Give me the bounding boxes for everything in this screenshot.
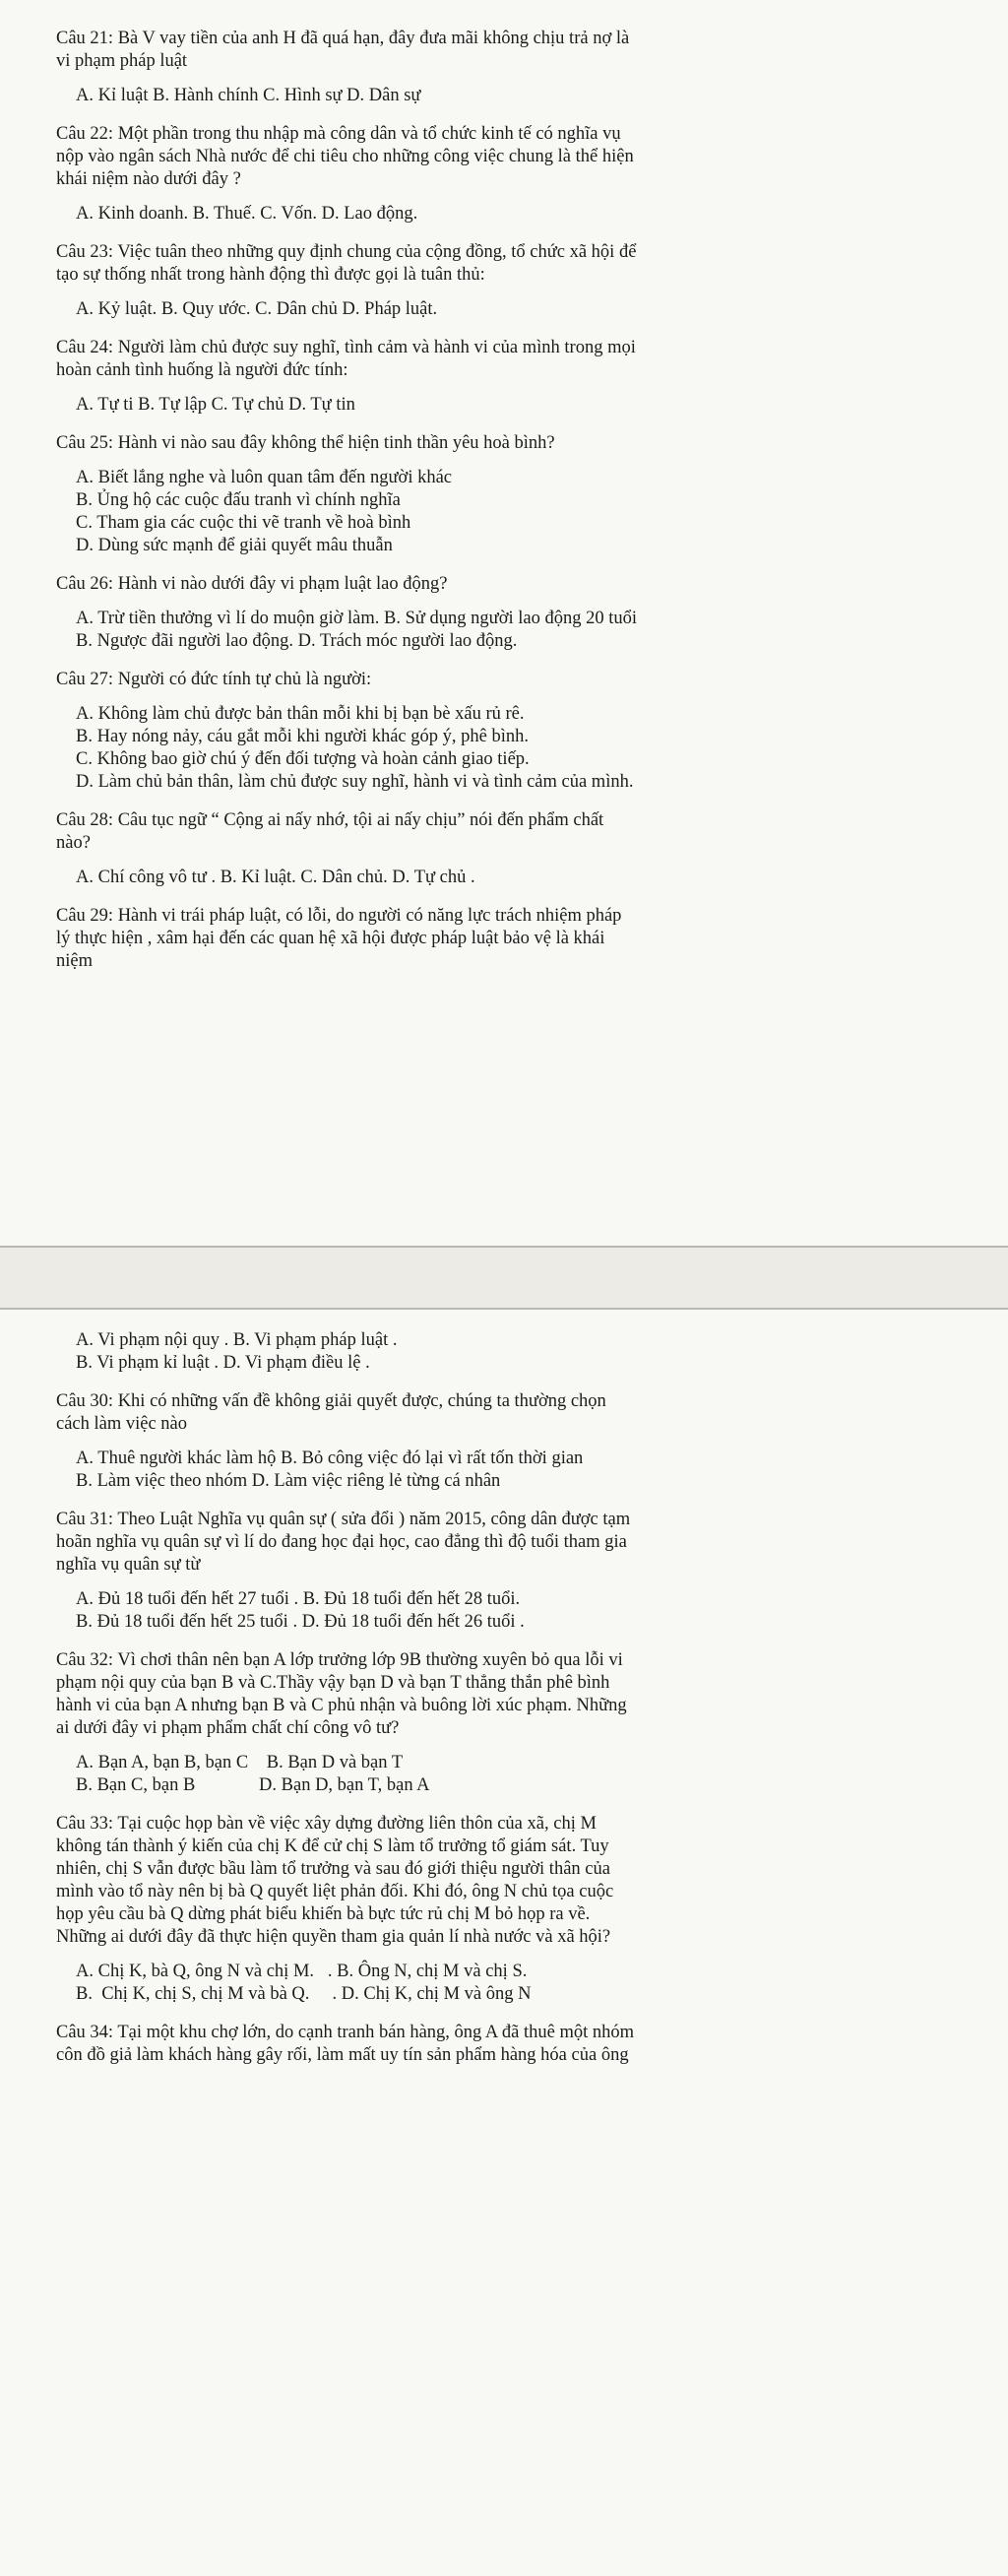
question-line: Câu 29: Hành vi trái pháp luật, có lỗi, do người có năng lực trách nhiệm pháp [56,906,622,926]
question-block [54,1390,984,1493]
question-line: hoãn nghĩa vụ quân sự vì lí do đang học đại học, cao đẳng thì độ tuổi tham gia [56,1532,627,1552]
page-separator [0,1246,1008,1310]
question-text [54,2022,984,2067]
option-line: B. Chị K, chị S, chị M và bà Q. . D. Chị K, chị M và ông N [76,1984,532,2004]
option-line: D. Làm chủ bản thân, làm chủ được suy nghĩ, hành vi và tình cảm của mình. [76,772,634,792]
question-text [54,809,984,855]
option-line: B. Bạn C, bạn B D. Bạn D, bạn T, bạn A [76,1775,430,1795]
question-line: Câu 25: Hành vi nào sau đây không thể hiện tinh thần yêu hoà bình? [56,433,555,453]
question-line: lý thực hiện , xâm hại đến các quan hệ xã hội được pháp luật bảo vệ là khái [56,929,605,948]
question-text [54,573,984,596]
option-line: A. Bạn A, bạn B, bạn C B. Bạn D và bạn T [76,1753,404,1772]
question-line: Câu 34: Tại một khu chợ lớn, do cạnh tranh bán hàng, ông A đã thuê một nhóm [56,2023,634,2042]
question-line: phạm nội quy của bạn B và C.Thầy vậy bạn D và bạn T thẳng thắn phê bình [56,1673,610,1693]
question-block [54,1509,984,1634]
question-block [54,28,984,107]
document-page-1 [0,0,1008,1246]
option-line: A. Tự ti B. Tự lập C. Tự chủ D. Tự tin [76,395,355,415]
option-line: C. Không bao giờ chú ý đến đối tượng và hoàn cảnh giao tiếp. [76,749,530,769]
option-line: B. Làm việc theo nhóm D. Làm việc riêng lẻ từng cá nhân [76,1471,501,1491]
question-line: niệm [56,951,93,971]
question-text [54,1390,984,1436]
question-line: nghĩa vụ quân sự từ [56,1555,201,1575]
question-line: Câu 21: Bà V vay tiền của anh H đã quá hạn, đây đưa mãi không chịu trả nợ là [56,29,630,48]
question-line: hoàn cảnh tình huống là người đức tính: [56,360,348,380]
question-text [54,669,984,691]
question-line: nhiên, chị S vẫn được bầu làm tổ trưởng và sau đó giới thiệu người thân của [56,1859,610,1879]
question-text [54,1649,984,1740]
question-line: mình vào tổ này nên bị bà Q quyết liệt phản đối. Khi đó, ông N chủ tọa cuộc [56,1882,614,1901]
option-line: A. Chí công vô tư . B. Kỉ luật. C. Dân chủ. D. Tự chủ . [76,868,475,887]
question-block [54,123,984,225]
lead-options [54,1329,984,1375]
option-line: A. Vi phạm nội quy . B. Vi phạm pháp luật . [76,1330,398,1350]
option-line: B. Vi phạm kỉ luật . D. Vi phạm điều lệ . [76,1353,370,1373]
option-line: A. Thuê người khác làm hộ B. Bỏ công việc đó lại vì rất tốn thời gian [76,1449,584,1468]
question-text [54,241,984,287]
question-block [54,241,984,321]
option-line: A. Kinh doanh. B. Thuế. C. Vốn. D. Lao động. [76,204,418,224]
question-block [54,1813,984,2006]
option-line: C. Tham gia các cuộc thi vẽ tranh về hoà bình [76,513,411,533]
option-line: B. Hay nóng nảy, cáu gắt mỗi khi người khác góp ý, phê bình. [76,727,529,746]
option-line: D. Dùng sức mạnh để giải quyết mâu thuẫn [76,536,393,555]
document-page-2 [0,1310,1008,2576]
question-line: Câu 22: Một phần trong thu nhập mà công dân và tổ chức kinh tế có nghĩa vụ [56,124,621,144]
question-line: nào? [56,833,91,853]
option-line: A. Biết lắng nghe và luôn quan tâm đến người khác [76,468,453,487]
question-block [54,1649,984,1797]
question-text [54,905,984,973]
question-line: Câu 28: Câu tục ngữ “ Cộng ai nấy nhớ, tội ai nấy chịu” nói đến phẩm chất [56,810,604,830]
option-line: B. Đủ 18 tuổi đến hết 25 tuổi . D. Đủ 18 tuổi đến hết 26 tuổi . [76,1612,525,1632]
option-line: A. Chị K, bà Q, ông N và chị M. . B. Ông N, chị M và chị S. [76,1962,528,1981]
question-text [54,28,984,73]
question-line: Câu 24: Người làm chủ được suy nghĩ, tình cảm và hành vi của mình trong mọi [56,338,636,357]
question-line: Câu 27: Người có đức tính tự chủ là người: [56,670,372,689]
question-line: không tán thành ý kiến của chị K để cử chị S làm tổ trưởng tổ giám sát. Tuy [56,1836,609,1856]
option-line: B. Ngược đãi người lao động. D. Trách móc người lao động. [76,631,518,651]
page-separator-top-line [0,1246,1008,1248]
question-block [54,2022,984,2067]
option-line: A. Trừ tiền thưởng vì lí do muộn giờ làm. B. Sử dụng người lao động 20 tuổi [76,609,638,628]
question-text [54,337,984,382]
question-line: Câu 23: Việc tuân theo những quy định chung của cộng đồng, tổ chức xã hội để [56,242,637,262]
option-line: A. Đủ 18 tuổi đến hết 27 tuổi . B. Đủ 18 tuổi đến hết 28 tuổi. [76,1589,521,1609]
question-line: Câu 26: Hành vi nào dưới đây vi phạm luật lao động? [56,574,448,594]
question-block [54,669,984,794]
question-text [54,123,984,191]
page-2-content [54,1329,984,2083]
option-line: B. Ủng hộ các cuộc đấu tranh vì chính nghĩa [76,490,401,510]
question-block [54,905,984,973]
option-line: A. Kỉ luật B. Hành chính C. Hình sự D. Dân sự [76,86,421,105]
option-line: A. Kỷ luật. B. Quy ước. C. Dân chủ D. Pháp luật. [76,299,438,319]
question-block [54,432,984,557]
question-line: ai dưới đây vi phạm phẩm chất chí công vô tư? [56,1718,400,1738]
question-block [54,337,984,417]
question-line: tạo sự thống nhất trong hành động thì được gọi là tuân thủ: [56,265,485,285]
question-line: họp yêu cầu bà Q dừng phát biểu khiến bà bực tức rủ chị M bỏ họp ra về. [56,1904,591,1924]
question-line: côn đồ giả làm khách hàng gây rối, làm mất uy tín sản phẩm hàng hóa của ông [56,2045,629,2065]
question-line: vi phạm pháp luật [56,51,188,71]
question-text [54,1509,984,1577]
question-text [54,1813,984,1949]
question-line: khái niệm nào dưới đây ? [56,169,241,189]
question-line: hành vi của bạn A nhưng bạn B và C phủ nhận và buông lời xúc phạm. Những [56,1696,627,1715]
question-line: nộp vào ngân sách Nhà nước để chi tiêu cho những công việc chung là thể hiện [56,147,634,166]
question-line: Câu 30: Khi có những vấn đề không giải quyết được, chúng ta thường chọn [56,1391,606,1411]
question-text [54,432,984,455]
page-1-content [54,28,984,989]
question-block [54,573,984,653]
question-line: Câu 33: Tại cuộc họp bàn về việc xây dựng đường liên thôn của xã, chị M [56,1814,597,1834]
question-line: cách làm việc nào [56,1414,188,1434]
option-line: A. Không làm chủ được bản thân mỗi khi bị bạn bè xấu rủ rê. [76,704,525,724]
question-line: Câu 31: Theo Luật Nghĩa vụ quân sự ( sửa đổi ) năm 2015, công dân được tạm [56,1510,631,1529]
question-block [54,809,984,889]
question-line: Câu 32: Vì chơi thân nên bạn A lớp trưởng lớp 9B thường xuyên bỏ qua lỗi vi [56,1650,623,1670]
question-line: Những ai dưới đây đã thực hiện quyền tham gia quản lí nhà nước và xã hội? [56,1927,611,1947]
